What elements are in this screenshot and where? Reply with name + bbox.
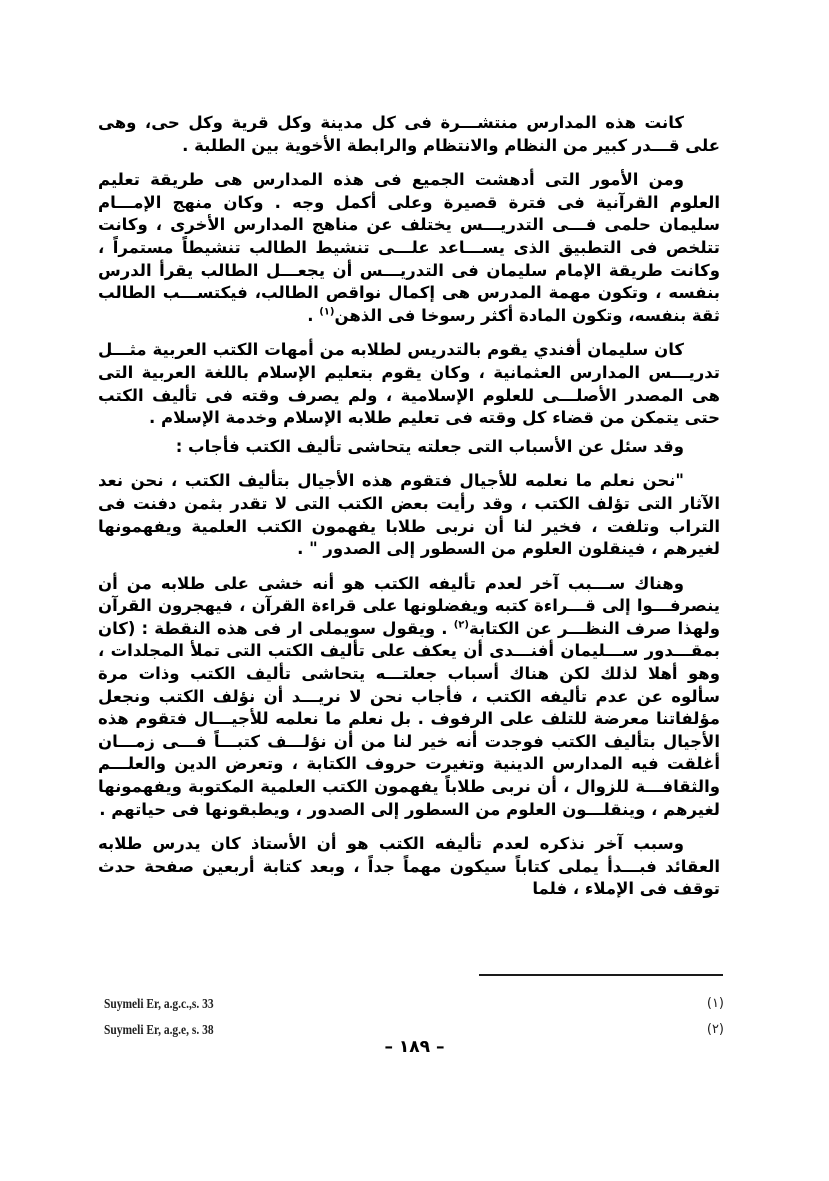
paragraph-text: وسبب آخر نذكره لعدم تأليفه الكتب هو أن الأستاذ كان يدرس طلابه العقائد فبـــدأ يملى كتاباً سيكون مهماً جداً ، وبعد كتابة أربعين صفحة حدث توقف فى الإملاء ، فلما — [98, 834, 720, 899]
paragraph-text: وهناك ســـبب آخر لعدم تأليفه الكتب هو أنه خشى على طلابه من أن ينصرفـــوا إلى قـــراءة كتبه ويفضلونها على قراءة القرآن ، فيهجرون القرآن ولهذا صرف النظـــر عن الكتابة — [98, 573, 720, 638]
footnote-1 — [104, 996, 724, 1016]
footnote-reference: Suymeli Er, a.g.c.,s. 33 — [104, 996, 214, 1011]
quotation-paragraph — [98, 470, 720, 560]
page-number: – ١٨٩ – — [384, 1037, 445, 1057]
paragraph-2 — [98, 169, 720, 327]
paragraph-text-tail: . — [307, 305, 320, 325]
paragraph-7 — [98, 833, 720, 901]
paragraph-4 — [98, 436, 720, 459]
footnote-ref-2: (٢) — [453, 619, 469, 631]
footnote-separator — [479, 974, 723, 976]
footnote-reference: Suymeli Er, a.g.e, s. 38 — [104, 1022, 214, 1037]
paragraph-text: كان سليمان أفندي يقوم بالتدريس لطلابه من أمهات الكتب العربية مثـــل تدريـــس المدارس العثمانية ، وكان يقوم بتعليم الإسلام باللغة العربية التى هى المصدر الأصلـــى للعلوم الإسلامية ، ولم يصرف وقته فى تأليف الكتب حتى يتمكن من قضاء كل وقته فى تعليم طلابه الإسلام وخدمة الإسلام . — [98, 340, 720, 428]
paragraph-6 — [98, 573, 720, 822]
footnote-number: (١) — [706, 996, 724, 1011]
paragraph-3 — [98, 339, 720, 429]
paragraph-text-tail: . ويقول سويملى ار فى هذه النقطة : (كان بمقـــدور ســـليمان أفنـــدى أن يعكف على تأليف الكتب التى تملأ المجلدات ، وهو أهلا لذلك لكن هناك أسباب جعلتـــه يتحاشى تأليف الكتب وذات مرة سألوه عن عدم تأليفه الكتب ، فأجاب نحن لا نريـــد أن نؤلف الكتب ونجعل مؤلفاتنا معرضة للتلف على الرفوف . بل نعلم ما نعلمه للأجيـــال فتقوم هذه الأجيال بتأليف الكتب فوجدت أنه خير لنا من أن نؤلـــف كتبـــاً فـــى زمـــان أغلقت فيه المدارس الدينية وتغيرت حروف الكتابة ، وتعرض الدين والعلـــم والثقافـــة للزوال ، أن نربى طلاباً يفهمون الكتب العلمية المكتوبة ويفهمونها لغيرهم ، وينقلـــون العلوم من السطور إلى الصدور ، ويطبقونها فى حياتهم . — [98, 618, 720, 819]
footnote-ref-1: (١) — [319, 306, 335, 318]
footnote-number: (٢) — [706, 1022, 724, 1037]
paragraph-text: وقد سئل عن الأسباب التى جعلته يتحاشى تأليف الكتب فأجاب : — [175, 436, 684, 456]
paragraph-text: ومن الأمور التى أدهشت الجميع فى هذه المدارس هى طريقة تعليم العلوم القرآنية فى فترة قصيرة وعلى أكمل وجه . وكان منهج الإمـــام سليمان حلمى فـــى التدريـــس يختلف عن مناهج المدارس الأخرى ، وكانت تتلخص فى التطبيق الذى يســـاعد علـــى تنشيط الطالب تنشيطاً مستمراً ، وكانت طريقة الإمام سليمان فى التدريـــس أن يجعـــل الطالب يقرأ الدرس بنفسه ، وتكون مهمة المدرس هى إكمال نواقص الطالب، فيكتســـب الطالب ثقة بنفسه، وتكون المادة أكثر رسوخا فى الذهن — [98, 170, 720, 325]
quotation-text: "نحن نعلم ما نعلمه للأجيال فتقوم هذه الأجيال بتأليف الكتب ، نحن نعد الآثار التى تؤلف الكتب ، وقد رأيت بعض الكتب التى لا تقدر بثمن دفنت فى التراب وتلفت ، فخير لنا أن نربى طلابا يفهمون الكتب العلمية ويفهمونها لغيرهم ، فينقلون العلوم من السطور إلى الصدور " . — [98, 471, 720, 559]
body-text — [98, 112, 720, 913]
paragraph-1 — [98, 112, 720, 157]
paragraph-text: كانت هذه المدارس منتشـــرة فى كل مدينة وكل قرية وكل حى، وهى على قـــدر كبير من النظام والانتظام والرابطة الأخوية بين الطلبة . — [98, 113, 720, 155]
